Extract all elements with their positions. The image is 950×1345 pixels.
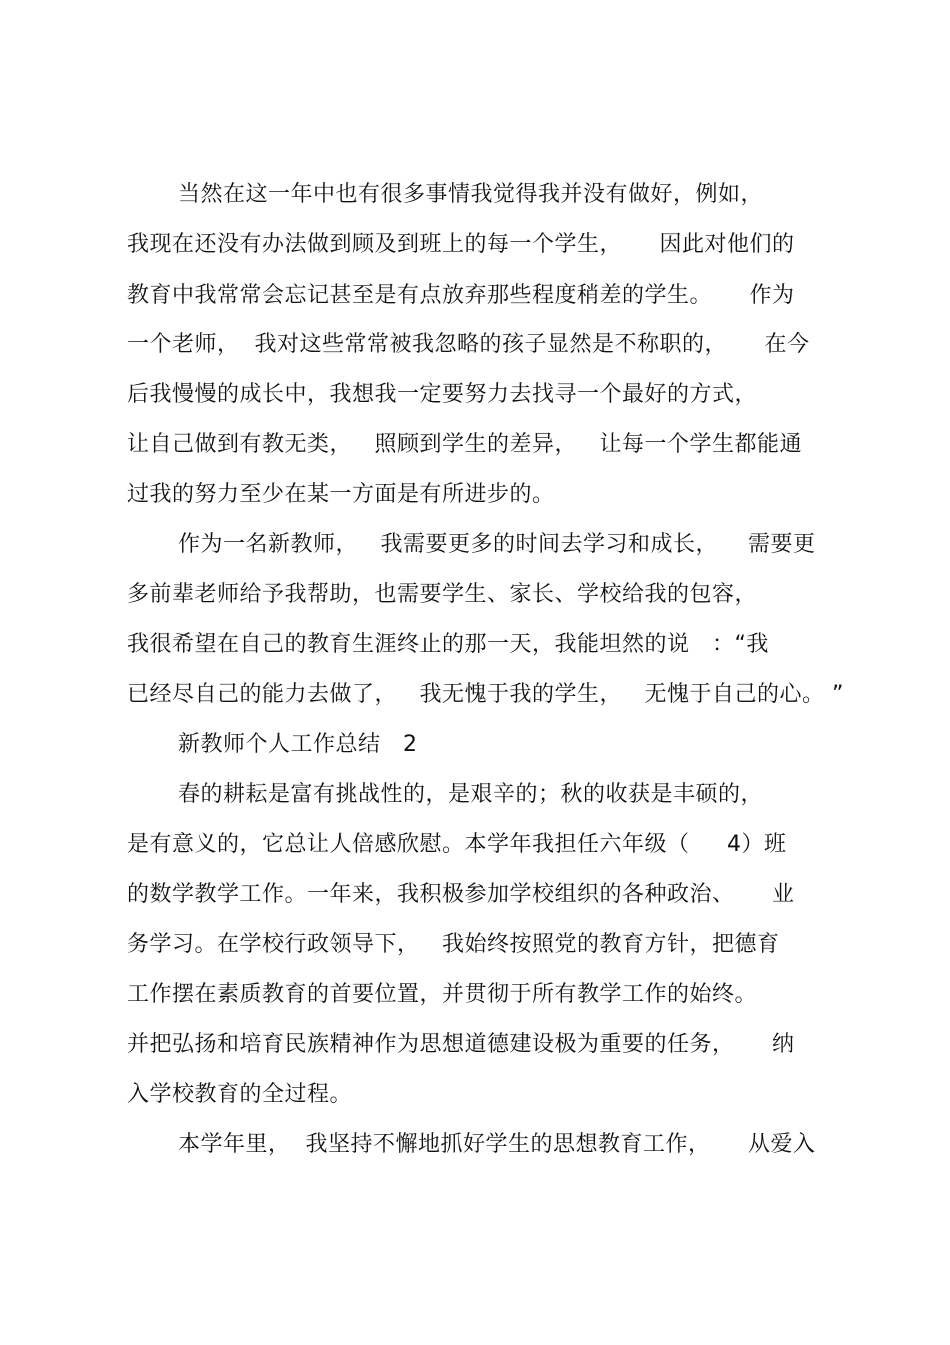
text-line-13: 春的耕耘是富有挑战性的，是艰辛的；秋的收获是丰硕的， (178, 782, 764, 807)
text-line-4: 一个老师， 我对这些常常被我忽略的孩子显然是不称职的， 在今 (127, 332, 810, 357)
text-line-2: 我现在还没有办法做到顾及到班上的每一个学生， 因此对他们的 (127, 232, 795, 257)
text-line-3: 教育中我常常会忘记甚至是有点放弃那些程度稍差的学生。 作为 (127, 283, 795, 308)
text-line-15: 的数学教学工作。一年来，我积极参加学校组织的各种政治、 业 (127, 882, 795, 907)
text-line-10: 我很希望在自己的教育生涯终止的那一天，我能坦然的说 ：“我 (127, 632, 769, 657)
text-line-6: 让自己做到有教无类， 照顾到学生的差异， 让每一个学生都能通 (127, 432, 802, 457)
text-line-20: 本学年里， 我坚持不懈地抓好学生的思想教育工作， 从爱入 (178, 1132, 816, 1157)
text-line-14: 是有意义的，它总让人倍感欣慰。本学年我担任六年级（ 4）班 (127, 832, 787, 857)
text-line-18: 并把弘扬和培育民族精神作为思想道德建设极为重要的任务， 纳 (127, 1032, 795, 1057)
text-line-1: 当然在这一年中也有很多事情我觉得我并没有做好，例如， (178, 182, 764, 207)
text-line-11: 已经尽自己的能力去做了， 我无愧于我的学生， 无愧于自己的心。 ” (127, 682, 844, 707)
text-line-19: 入学校教育的全过程。 (127, 1082, 353, 1107)
text-line-16: 务学习。在学校行政领导下， 我始终按照党的教育方针，把德育 (127, 932, 780, 957)
text-line-5: 后我慢慢的成长中，我想我一定要努力去找寻一个最好的方式， (127, 382, 758, 407)
section-heading: 新教师个人工作总结 2 (178, 732, 418, 757)
text-line-8: 作为一名新教师， 我需要更多的时间去学习和成长， 需要更 (178, 532, 816, 557)
text-line-9: 多前辈老师给予我帮助，也需要学生、家长、学校给我的包容， (127, 582, 758, 607)
text-line-7: 过我的努力至少在某一方面是有所进步的。 (127, 482, 555, 507)
text-line-17: 工作摆在素质教育的首要位置，并贯彻于所有教学工作的始终。 (127, 982, 758, 1007)
